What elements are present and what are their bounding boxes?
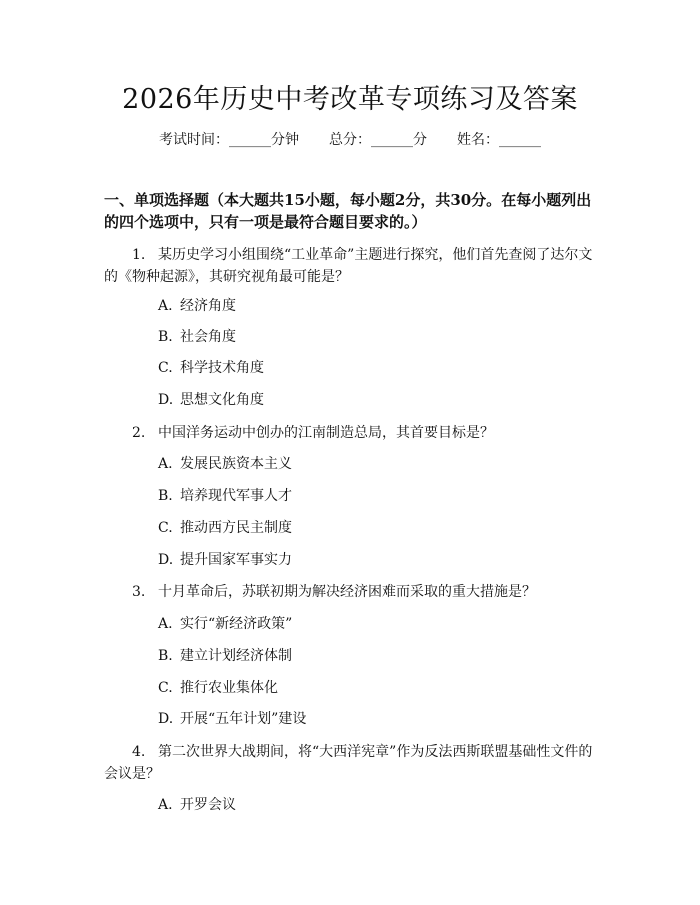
option-letter: D. [158, 392, 174, 408]
option-text: 开展“五年计划”建设 [180, 711, 307, 727]
option-text: 推动西方民主制度 [180, 520, 292, 536]
question-1-option-d [158, 390, 264, 410]
option-letter: D. [158, 711, 174, 727]
question-2-option-a [158, 454, 292, 474]
option-letter: B. [158, 488, 173, 504]
question-2-option-c [158, 518, 292, 538]
question-stem: 中国洋务运动中创办的江南制造总局，其首要目标是？ [158, 425, 494, 441]
option-letter: C. [158, 520, 173, 536]
option-letter: C. [158, 360, 173, 376]
question-2 [104, 422, 602, 444]
exam-time-field: 考试时间：______分钟 [159, 132, 299, 148]
question-2-option-d [158, 550, 292, 570]
total-score-field: 总分：______分 [329, 132, 427, 148]
option-letter: A. [158, 616, 173, 632]
option-text: 推行农业集体化 [180, 680, 278, 696]
question-4 [104, 741, 602, 785]
option-text: 开罗会议 [180, 797, 236, 813]
question-3 [104, 581, 602, 603]
question-3-option-d [158, 709, 306, 729]
option-letter: B. [158, 329, 173, 345]
question-3-option-b [158, 646, 292, 666]
option-text: 提升国家军事实力 [180, 552, 292, 568]
question-1-option-a [158, 296, 236, 316]
question-3-option-a [158, 614, 292, 634]
question-1-option-c [158, 358, 264, 378]
question-number: 3. [132, 584, 146, 600]
document-title: 2026年历史中考改革专项练习及答案 [122, 84, 578, 115]
exam-meta [0, 130, 700, 150]
question-1 [104, 244, 602, 288]
option-letter: A. [158, 298, 173, 314]
student-name-field: 姓名：______ [457, 132, 541, 148]
option-text: 科学技术角度 [180, 360, 264, 376]
option-letter: C. [158, 680, 173, 696]
question-2-option-b [158, 486, 292, 506]
option-letter: A. [158, 797, 173, 813]
question-stem: 十月革命后，苏联初期为解决经济困难而采取的重大措施是？ [158, 584, 536, 600]
option-text: 经济角度 [180, 298, 236, 314]
question-4-option-a [158, 795, 236, 815]
option-text: 培养现代军事人才 [180, 488, 292, 504]
option-letter: B. [158, 648, 173, 664]
option-text: 建立计划经济体制 [180, 648, 292, 664]
option-text: 发展民族资本主义 [180, 456, 292, 472]
question-stem: 第二次世界大战期间，将“大西洋宪章”作为反法西斯联盟基础性文件的会议是？ [104, 744, 593, 782]
option-text: 实行“新经济政策” [180, 616, 293, 632]
question-stem: 某历史学习小组围绕“工业革命”主题进行探究，他们首先查阅了达尔文的《物种起源》，其研究视角最可能是？ [104, 247, 593, 285]
question-1-option-b [158, 327, 236, 347]
question-3-option-c [158, 678, 278, 698]
option-text: 社会角度 [180, 329, 236, 345]
question-number: 4. [132, 744, 146, 760]
section-heading: 一、单项选择题（本大题共15小题，每小题2分，共30分。在每小题列出的四个选项中，只有一项是最符合题目要求的。） [104, 191, 592, 231]
option-letter: A. [158, 456, 173, 472]
option-text: 思想文化角度 [180, 392, 264, 408]
option-letter: D. [158, 552, 174, 568]
question-number: 1. [132, 247, 146, 263]
question-number: 2. [132, 425, 146, 441]
